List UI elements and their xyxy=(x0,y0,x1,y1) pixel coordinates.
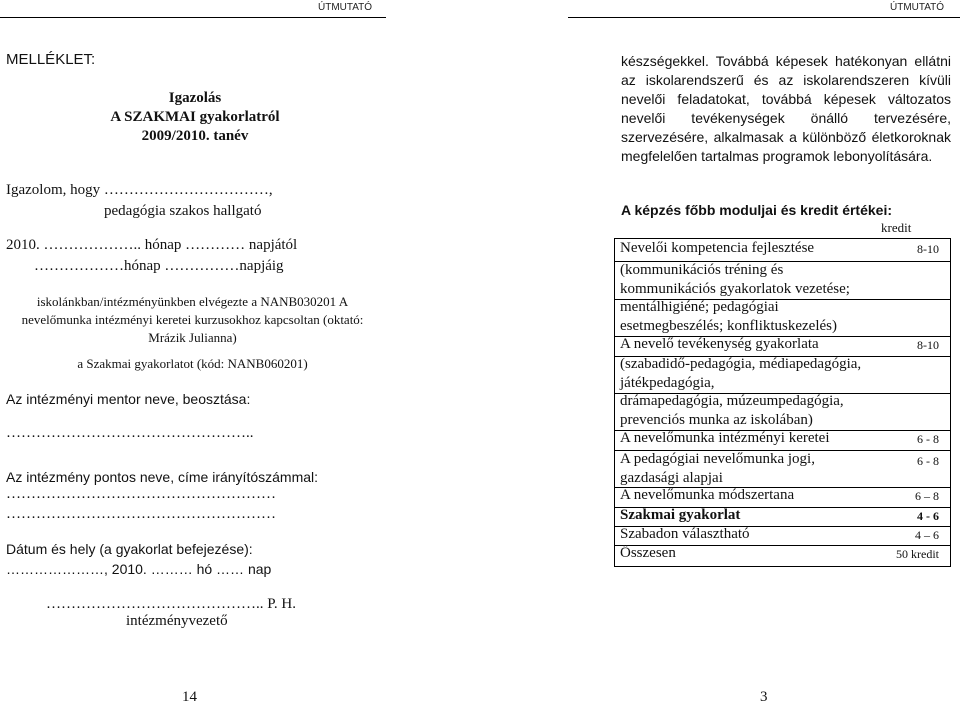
module-name: A nevelőmunka intézményi keretei xyxy=(620,430,830,446)
module-desc-line: játékpedagógia, xyxy=(620,375,715,391)
module-name: A nevelőmunka módszertana xyxy=(620,487,795,503)
signature-label: intézményvezető xyxy=(126,613,228,629)
page-number-right: 3 xyxy=(760,689,768,705)
table-border-right xyxy=(950,238,951,567)
module-name: Szakmai gyakorlat xyxy=(620,507,741,523)
table-row xyxy=(614,487,951,507)
table-row xyxy=(614,261,951,301)
institution-field-1: ……………………………………………… xyxy=(6,486,276,502)
module-credit: 4 - 6 xyxy=(917,509,939,523)
credit-column-header: kredit xyxy=(881,220,912,235)
certificate-title-line: Igazolás xyxy=(168,90,222,106)
module-credit: 8-10 xyxy=(917,242,939,256)
module-name: Nevelői kompetencia fejlesztése xyxy=(620,240,815,256)
date-to: ………………hónap ……………napjáig xyxy=(34,258,284,274)
module-desc xyxy=(620,392,844,430)
module-desc-line: prevenciós munka az iskolában) xyxy=(620,412,813,428)
module-desc-line: esetmegbeszélés; konfliktuskezelés) xyxy=(620,318,838,334)
table-row xyxy=(614,545,951,565)
page-number-left: 14 xyxy=(182,689,197,705)
table-rule xyxy=(614,238,951,239)
module-desc-line: drámapedagógia, múzeumpedagógia, xyxy=(620,393,844,409)
table-row xyxy=(614,240,951,260)
institution-field-2: ……………………………………………… xyxy=(6,506,276,522)
module-credit: 50 kredit xyxy=(896,547,939,561)
module-desc-line: mentálhigiéné; pedagógiai xyxy=(620,299,779,315)
completed-line: iskolánkban/intézményünkben elvégezte a NANB030201 A xyxy=(36,294,349,309)
date-place-value: …………………, 2010. ……… hó …… nap xyxy=(6,561,272,577)
completed-course-text xyxy=(0,293,385,347)
table-row xyxy=(614,507,951,527)
header-right-rule xyxy=(568,17,960,18)
completed-line: Mrázik Julianna) xyxy=(148,330,237,345)
table-row xyxy=(614,392,951,432)
module-name: A nevelő tevékenység gyakorlata xyxy=(620,336,819,352)
module-desc-line: gazdasági alapjai xyxy=(620,470,723,486)
module-desc xyxy=(620,261,850,299)
certificate-title xyxy=(70,89,320,146)
table-row xyxy=(614,298,951,338)
module-credit: 4 – 6 xyxy=(915,528,939,542)
appendix-label: MELLÉKLET: xyxy=(6,51,96,68)
mentor-label: Az intézményi mentor neve, beosztása: xyxy=(6,391,251,407)
module-credit: 6 - 8 xyxy=(917,454,939,468)
module-desc xyxy=(620,355,861,393)
header-left: ÚTMUTATÓ xyxy=(318,2,373,13)
module-name: Összesen xyxy=(620,545,676,561)
institution-label: Az intézmény pontos neve, címe irányítószámmal: xyxy=(6,469,319,485)
module-desc xyxy=(620,298,837,336)
module-name: Szabadon választható xyxy=(620,526,750,542)
table-row xyxy=(614,450,951,490)
table-row xyxy=(614,336,951,356)
table-row xyxy=(614,526,951,546)
header-left-rule xyxy=(0,17,386,18)
certify-line-1: Igazolom, hogy ……………………………, xyxy=(6,182,273,198)
module-desc xyxy=(620,450,815,488)
date-from: 2010. ……………….. hónap ………… napjától xyxy=(6,237,298,253)
certificate-title-line: A SZAKMAI gyakorlatról xyxy=(110,109,280,125)
practice-line: a Szakmai gyakorlatot (kód: NANB060201) xyxy=(77,356,308,371)
modules-title: A képzés főbb moduljai és kredit értékei: xyxy=(621,202,893,218)
intro-paragraph: készségekkel. Továbbá képesek hatékonyan ellátni az iskolarendszerű és az iskolarendszeren kívüli nevelői feladatokat, továbbá képesek változatos nevelői tevékenységek önálló tervezésére, szervezésére, alkalmasak a különböző életkoroknak megfelelően tartalmas programok lebonyolítására. xyxy=(621,53,951,164)
certify-line-2: pedagógia szakos hallgató xyxy=(104,203,262,219)
mentor-field: ………………………………………….. xyxy=(6,425,254,441)
table-rule xyxy=(614,566,951,567)
date-place-label: Dátum és hely (a gyakorlat befejezése): xyxy=(6,541,253,557)
table-row xyxy=(614,430,951,450)
table-border-left xyxy=(614,238,615,567)
module-desc-line: (kommunikációs tréning és xyxy=(620,262,784,278)
certificate-title-line: 2009/2010. tanév xyxy=(141,128,249,144)
module-credit: 6 - 8 xyxy=(917,432,939,446)
header-right: ÚTMUTATÓ xyxy=(890,2,945,13)
signature-field: …………………………………….. P. H. xyxy=(46,596,297,612)
completed-line: nevelőmunka intézményi keretei kurzusokhoz kapcsoltan (oktató: xyxy=(21,312,364,327)
table-row xyxy=(614,355,951,395)
module-desc-line: (szabadidő-pedagógia, médiapedagógia, xyxy=(620,356,862,372)
module-desc-line: A pedagógiai nevelőmunka jogi, xyxy=(620,451,815,467)
module-credit: 8-10 xyxy=(917,338,939,352)
module-credit: 6 – 8 xyxy=(915,489,939,503)
module-desc-line: kommunikációs gyakorlatok vezetése; xyxy=(620,281,850,297)
